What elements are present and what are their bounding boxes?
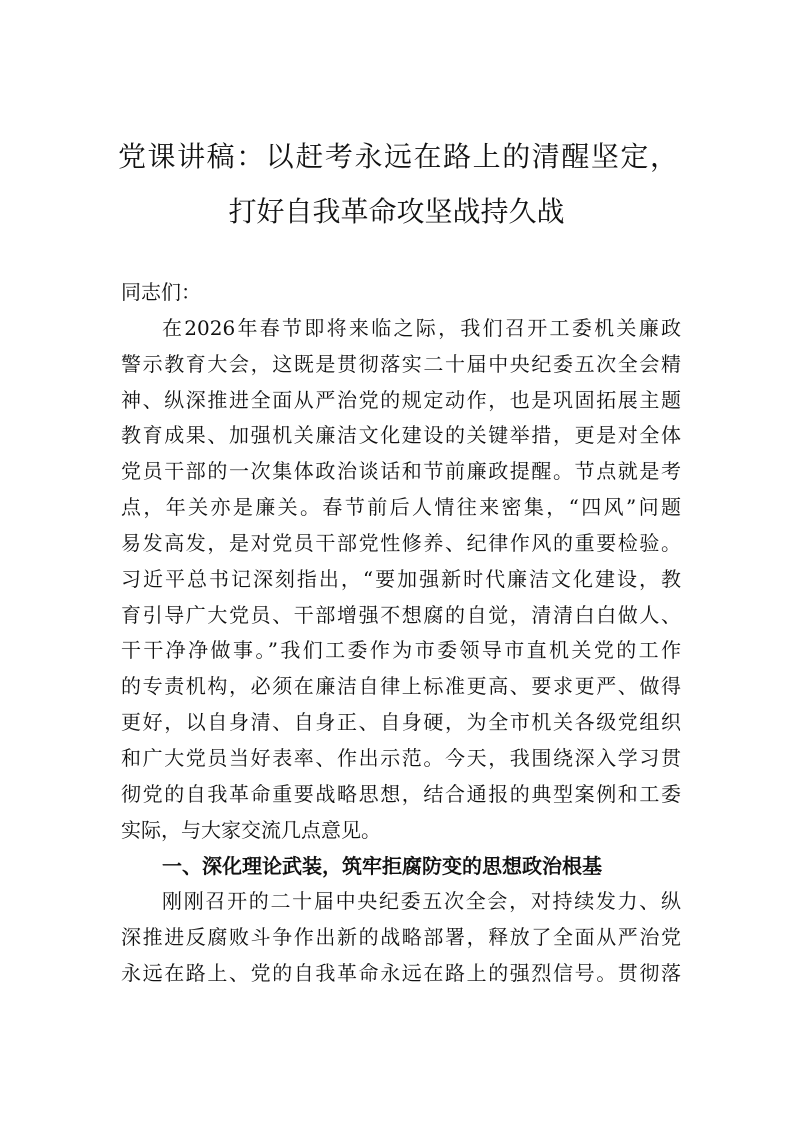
text-line: 彻党的自我革命重要战略思想，结合通报的典型案例和工委: [121, 781, 681, 806]
text-line: 党员干部的一次集体政治谈话和节前廉政提醒。节点就是考: [121, 459, 681, 484]
paragraph-section-1: [121, 884, 681, 992]
section-heading-1: 一、深化理论武装，筑牢拒腐防变的思想政治根基: [162, 853, 602, 878]
document-title-line-1: 党课讲稿：以赶考永远在路上的清醒坚定，: [118, 140, 678, 173]
text-line: 警示教育大会，这既是贯彻落实二十届中央纪委五次全会精: [121, 351, 681, 376]
text-line: 神、纵深推进全面从严治党的规定动作，也是巩固拓展主题: [121, 387, 681, 412]
text-line: 深推进反腐败斗争作出新的战略部署，释放了全面从严治党: [121, 925, 681, 950]
text-line: 刚刚召开的二十届中央纪委五次全会，对持续发力、纵: [162, 889, 681, 914]
text-line: 干干净净做事。”我们工委作为市委领导市直机关党的工作: [121, 638, 681, 663]
document-body: [121, 275, 681, 992]
text-line: 和广大党员当好表率、作出示范。今天，我围绕深入学习贯: [121, 745, 681, 770]
text-line: 育引导广大党员、干部增强不想腐的自觉，清清白白做人、: [121, 602, 681, 627]
text-line: 习近平总书记深刻指出，“要加强新时代廉洁文化建设，教: [121, 566, 681, 591]
text-line: 易发高发，是对党员干部党性修养、纪律作风的重要检验。: [121, 530, 681, 555]
paragraph-intro: [121, 311, 681, 849]
salutation: 同志们：: [121, 280, 201, 304]
text-line: 的专责机构，必须在廉洁自律上标准更高、要求更严、做得: [121, 674, 681, 699]
text-line: 在2026年春节即将来临之际，我们召开工委机关廉政: [162, 315, 681, 340]
text-line: 实际，与大家交流几点意见。: [121, 817, 381, 842]
text-line: 教育成果、加强机关廉洁文化建设的关键举措，更是对全体: [121, 423, 681, 448]
text-line: 点，年关亦是廉关。春节前后人情往来密集，“四风”问题: [121, 495, 681, 520]
text-line: 更好，以自身清、自身正、自身硬，为全市机关各级党组织: [121, 710, 681, 735]
document-title-line-2: 打好自我革命攻坚战持久战: [228, 195, 565, 228]
text-line: 永远在路上、党的自我革命永远在路上的强烈信号。贯彻落: [121, 961, 681, 986]
